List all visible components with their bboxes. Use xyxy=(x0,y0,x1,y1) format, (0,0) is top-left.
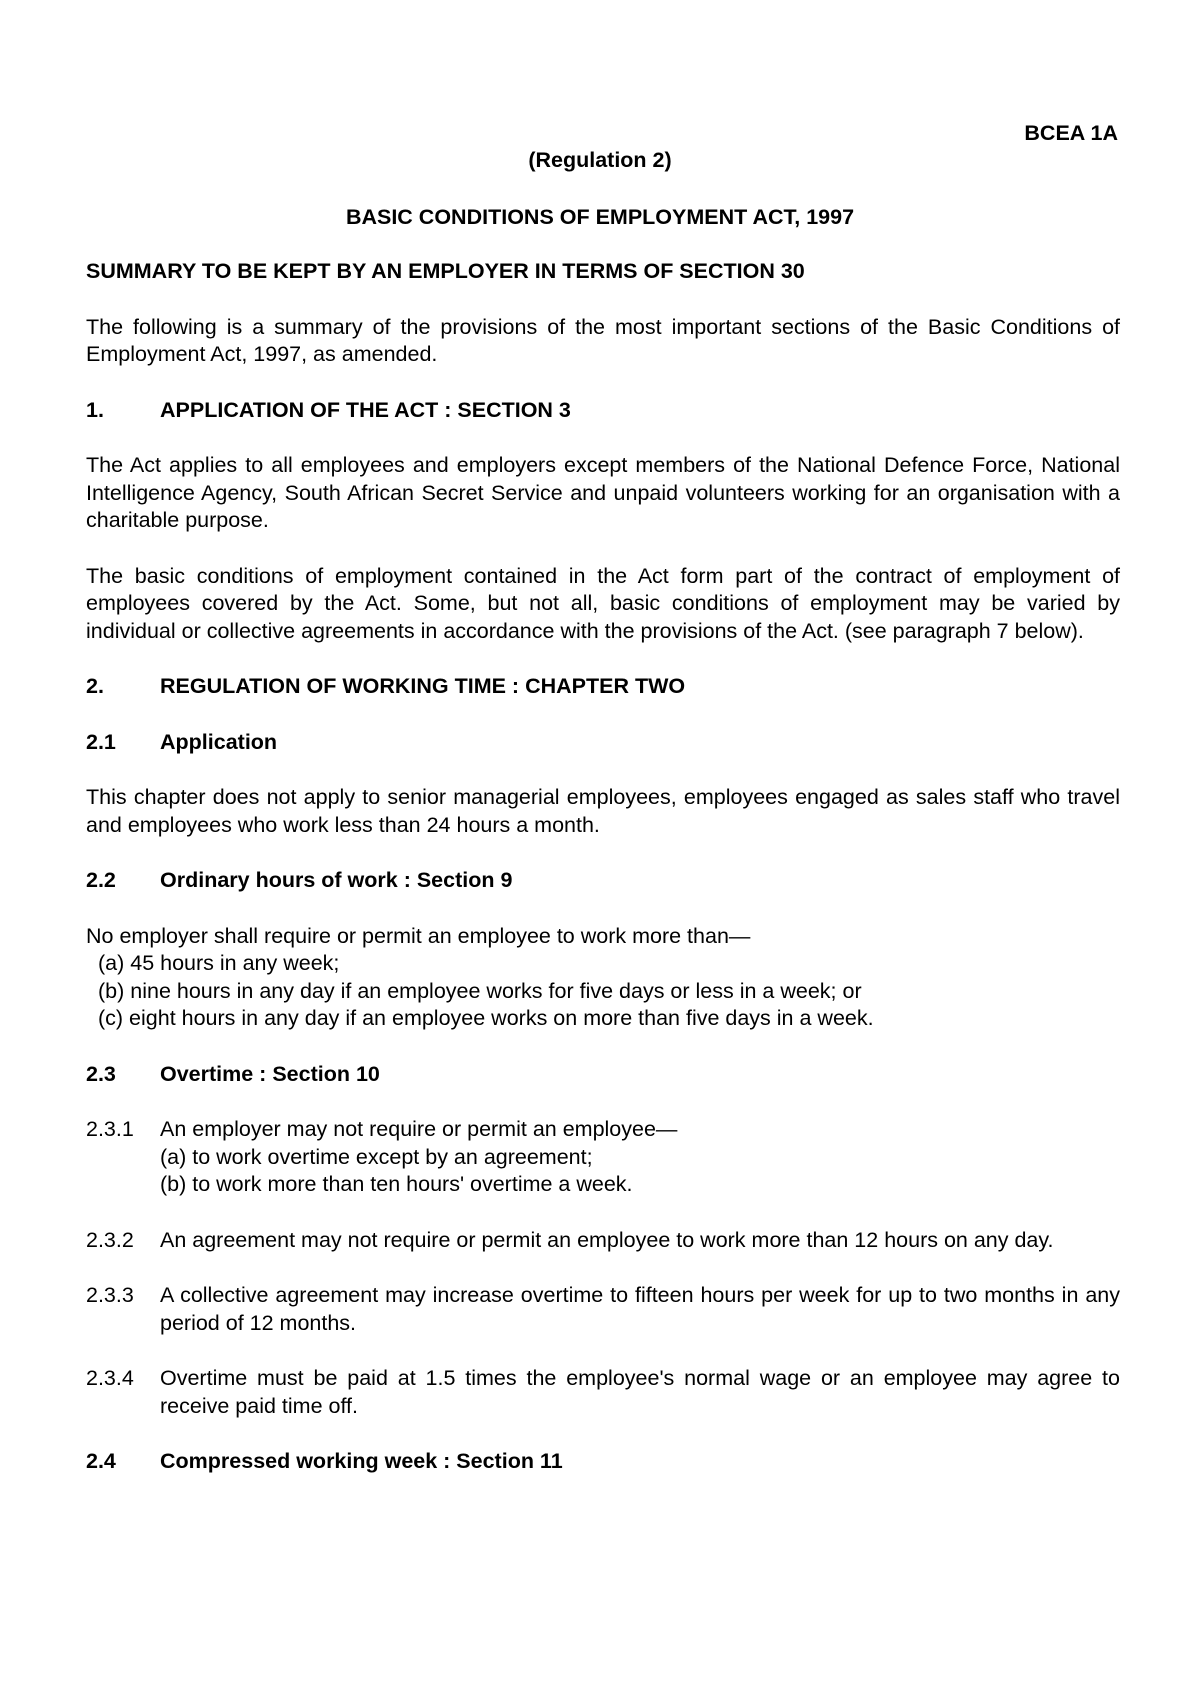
section-title: APPLICATION OF THE ACT : SECTION 3 xyxy=(160,397,571,422)
subsection-number: 2.2 xyxy=(86,868,116,892)
section-number: 2. xyxy=(86,674,104,698)
subsection-2-3-heading xyxy=(86,1061,1120,1089)
subsection-number: 2.4 xyxy=(86,1449,116,1473)
clause-lead: An employer may not require or permit an employee— xyxy=(160,1117,678,1141)
section-2-heading xyxy=(86,673,1120,701)
subsection-title: Overtime : Section 10 xyxy=(160,1061,380,1086)
clause-number: 2.3.4 xyxy=(86,1366,134,1390)
clause-number: 2.3.3 xyxy=(86,1283,134,1307)
subsection-number: 2.3 xyxy=(86,1061,116,1086)
clause-number: 2.3.2 xyxy=(86,1227,134,1252)
section-1-heading xyxy=(86,397,1120,425)
list-item: (a) to work overtime except by an agreement; xyxy=(160,1144,593,1169)
section-title: REGULATION OF WORKING TIME : CHAPTER TWO xyxy=(160,674,686,698)
hours-list xyxy=(86,950,1120,1033)
subsection-title: Compressed working week : Section 11 xyxy=(160,1449,563,1473)
section-number: 1. xyxy=(86,397,104,422)
subsection-2-1-text: This chapter does not apply to senior managerial employees, employees engaged as sales staff who travel and employees who work less than 24 hours a month. xyxy=(86,785,1120,837)
list-item: (a) 45 hours in any week; xyxy=(98,951,340,975)
document-body xyxy=(86,258,1120,1476)
subsection-2-2-lead: No employer shall require or permit an employee to work more than— xyxy=(86,923,751,948)
intro-paragraph: The following is a summary of the provisions of the most important sections of the Basic Conditions of Employment Act, 1997, as amended. xyxy=(86,314,1120,366)
list-item: (b) nine hours in any day if an employee works for five days or less in a week; or xyxy=(98,978,862,1003)
subsection-2-1-heading xyxy=(86,729,1120,757)
clause-text: A collective agreement may increase overtime to fifteen hours per week for up to two months in any period of 12 months. xyxy=(160,1283,1120,1335)
list-item: (c) eight hours in any day if an employee works on more than five days in a week. xyxy=(98,1006,874,1030)
clause-2-3-4 xyxy=(86,1365,1120,1420)
clause-number: 2.3.1 xyxy=(86,1117,134,1141)
section-1-paragraph-1: The Act applies to all employees and employers except members of the National Defence Force, National Intelligence Agency, South African Secret Service and unpaid volunteers working for an organisation with a charitable purpose. xyxy=(86,453,1120,532)
list-item: (b) to work more than ten hours' overtime a week. xyxy=(160,1172,633,1196)
subsection-2-4-heading xyxy=(86,1448,1120,1476)
clause-2-3-1 xyxy=(86,1116,1120,1199)
section-1-paragraph-2: The basic conditions of employment contained in the Act form part of the contract of employment of employees covered by the Act. Some, but not all, basic conditions of employment may be varied by individual or collective agreements in accordance with the provisions of the Act. (see paragraph 7 below). xyxy=(86,563,1120,643)
subsection-2-2-heading xyxy=(86,867,1120,895)
document-code: BCEA 1A xyxy=(1024,121,1118,145)
subsection-title: Ordinary hours of work : Section 9 xyxy=(160,868,513,892)
clause-text: An agreement may not require or permit an employee to work more than 12 hours on any day. xyxy=(160,1227,1054,1252)
regulation-reference: (Regulation 2) xyxy=(528,148,672,172)
clause-text: Overtime must be paid at 1.5 times the employee's normal wage or an employee may agree to receive paid time off. xyxy=(160,1366,1120,1418)
subsection-number: 2.1 xyxy=(86,729,116,754)
subsection-title: Application xyxy=(160,729,278,754)
clause-2-3-3 xyxy=(86,1282,1120,1337)
act-title: BASIC CONDITIONS OF EMPLOYMENT ACT, 1997 xyxy=(345,205,855,229)
summary-title: SUMMARY TO BE KEPT BY AN EMPLOYER IN TERMS OF SECTION 30 xyxy=(86,259,805,283)
clause-2-3-2 xyxy=(86,1227,1120,1255)
